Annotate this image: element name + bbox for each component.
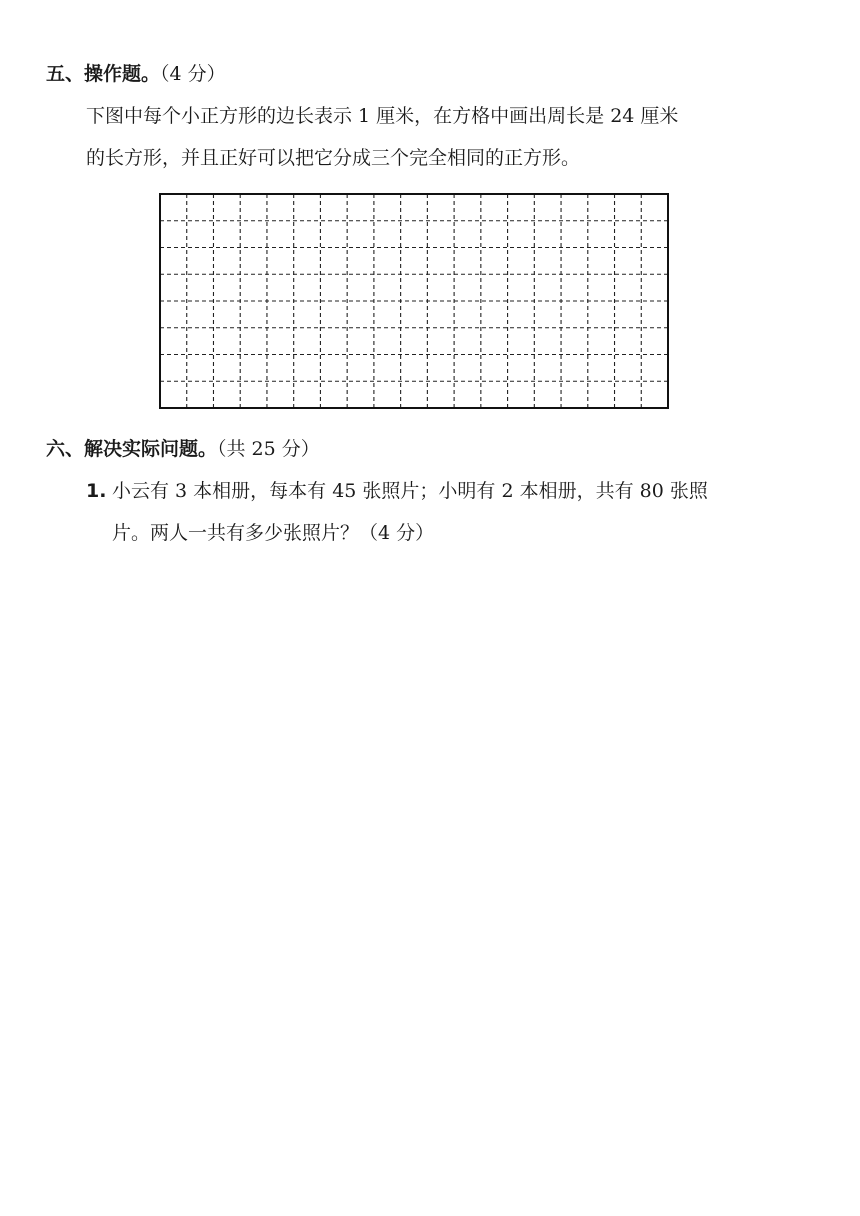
- section-6-score: （共 25 分）: [217, 438, 320, 460]
- section-5-instruction-line-1: 下图中每个小正方形的边长表示 1 厘米，在方格中画出周长是 24 厘米: [86, 105, 679, 127]
- section-6-heading: [46, 437, 320, 461]
- question-1-number: 1.: [86, 480, 107, 502]
- section-6-title: 六、解决实际问题。: [46, 438, 218, 460]
- drawing-grid[interactable]: [158, 192, 670, 412]
- section-5-title: 五、操作题。: [46, 63, 161, 85]
- question-1-text-line-2: 片。两人一共有多少张照片？（4 分）: [112, 522, 435, 544]
- section-5-instruction-line-2: 的长方形，并且正好可以把它分成三个完全相同的正方形。: [86, 147, 581, 169]
- section-5-score: （4 分）: [160, 63, 226, 85]
- question-1-text-line-1: 小云有 3 本相册，每本有 45 张照片；小明有 2 本相册，共有 80 张照: [112, 480, 708, 502]
- section-5-heading: [46, 62, 226, 86]
